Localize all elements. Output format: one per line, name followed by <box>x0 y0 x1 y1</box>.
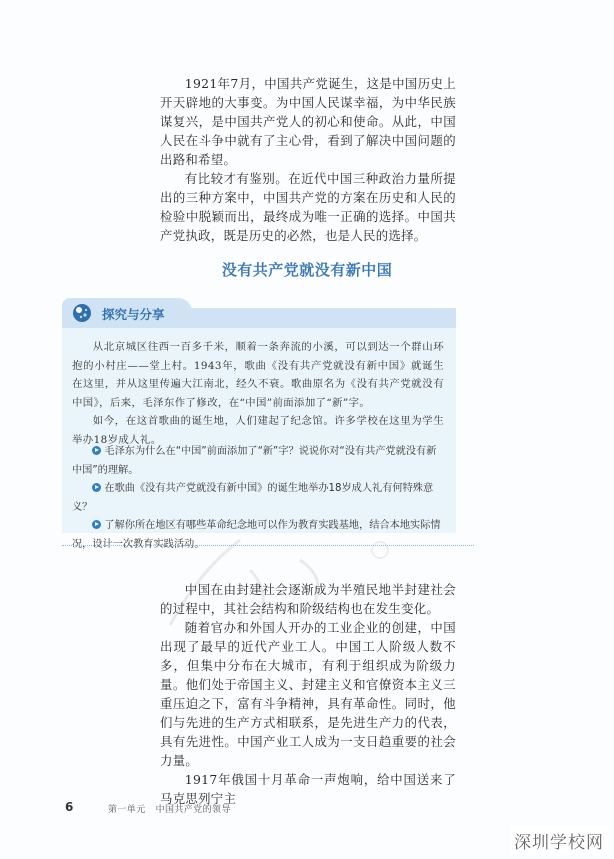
question-item: 毛泽东为什么在“中国”前面添加了“新”字？说说你对“没有共产党就没有新中国”的理解。 <box>72 446 437 476</box>
explore-share-icon <box>72 303 92 323</box>
paragraph: 1921年7月，中国共产党诞生，这是中国历史上开天辟地的大事变。为中国人民谋幸福，为中华民族谋复兴，是中国共产党人的初心和使命。从此，中国人民在斗争中就有了主心骨，看到了解决中国问题的出路和希望。 <box>160 76 456 167</box>
question-item: 在歌曲《没有共产党就没有新中国》的诞生地举办18岁成人礼有何特殊意义？ <box>72 483 434 513</box>
site-watermark: 深圳学校网 <box>510 826 608 855</box>
running-footer <box>108 802 241 815</box>
intro-text <box>160 74 456 245</box>
story-paragraph: 如今，在这首歌曲的诞生地，人们建起了纪念馆。许多学校在这里为学生举办18岁成人礼。 <box>72 415 444 446</box>
story-text <box>72 338 444 449</box>
question-item: 了解你所在地区有哪些革命纪念地可以作为教育实践基地，结合本地实际情况，设计一次教育实践活动。 <box>72 520 441 550</box>
arrow-bullet-icon <box>92 446 101 455</box>
unit-title: 中国共产党的领导 <box>155 805 231 815</box>
body-text <box>160 580 456 808</box>
paragraph: 有比较才有鉴别。在近代中国三种政治力量所提出的三种方案中，中国共产党的方案在历史和人民的检验中脱颖而出，最终成为唯一正确的选择。中国共产党执政，既是历史的必然，也是人民的选择。 <box>160 171 456 243</box>
arrow-bullet-icon <box>92 520 101 529</box>
page-number: 6 <box>65 800 74 814</box>
explore-share-box <box>62 298 456 550</box>
arrow-bullet-icon <box>92 483 101 492</box>
unit-label: 第一单元 <box>108 805 146 815</box>
paragraph: 1917年俄国十月革命一声炮响，给中国送来了马克思列宁主 <box>160 772 456 806</box>
paragraph: 中国在由封建社会逐渐成为半殖民地半封建社会的过程中，其社会结构和阶级结构也在发生变化。 <box>160 582 456 616</box>
box-title: 探究与分享 <box>102 307 165 322</box>
section-heading: 没有共产党就没有新中国 <box>221 261 393 279</box>
paragraph: 随着官办和外国人开办的工业企业的创建，中国出现了最早的近代产业工人。中国工人阶级人数不多，但集中分布在大城市，有利于组织成为阶级力量。他们处于帝国主义、封建主义和官僚资本主义三重压迫之下，富有斗争精神，具有革命性。同时，他们与先进的生产方式相联系，是先进生产力的代表，具有先进性。中国产业工人成为一支日趋重要的社会力量。 <box>160 620 456 768</box>
story-paragraph: 从北京城区往西一百多千米，顺着一条奔流的小溪，可以到达一个群山环抱的小村庄——堂上村。1943年，歌曲《没有共产党就没有新中国》就诞生在这里，并从这里传遍大江南北，经久不衰。歌曲原名为《没有共产党就没有中国》，后来，毛泽东作了修改，在“中国”前面添加了“新”字。 <box>72 341 444 409</box>
